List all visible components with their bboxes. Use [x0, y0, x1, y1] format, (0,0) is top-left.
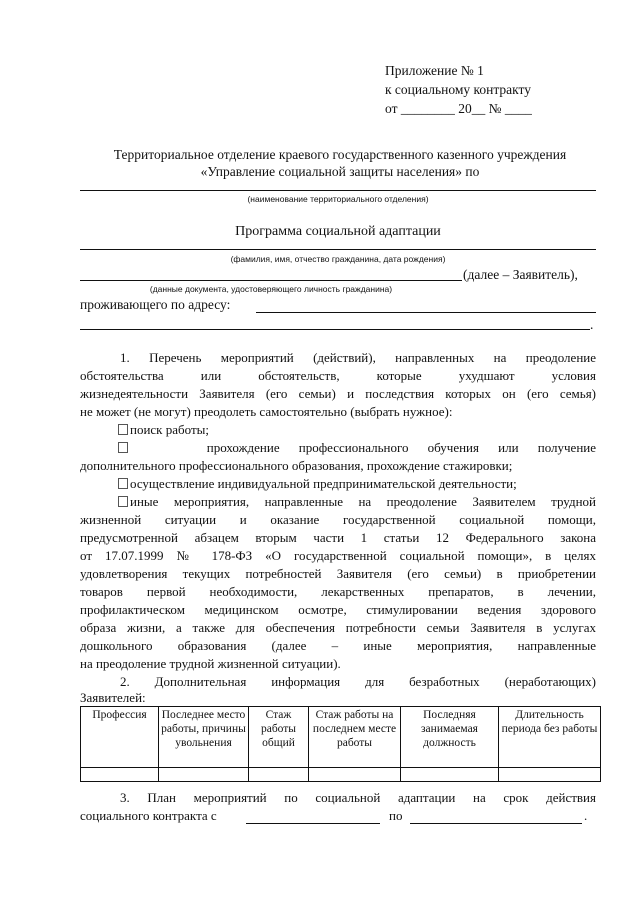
table-cell[interactable]: [309, 768, 401, 782]
section2-line-1: 2. Дополнительная информация для безработных (неработающих): [120, 674, 596, 689]
option-label: осуществление индивидуальной предпринимательской деятельности;: [130, 476, 517, 491]
section1-intro-4: не может (не могут) преодолеть самостоятельно (выбрать нужное):: [80, 404, 453, 419]
section1-intro-3: жизнедеятельности Заявителя (его семьи) и последствия которых он (его семья): [80, 386, 596, 401]
table-cell[interactable]: [159, 768, 249, 782]
checkbox-icon[interactable]: [118, 496, 128, 507]
other-text-4: удовлетворения текущих потребностей Заявителя (его семьи) в приобретении: [80, 566, 596, 581]
applicant-doc-caption: (данные документа, удостоверяющего личность гражданина): [149, 284, 393, 294]
address-end-dot: .: [590, 317, 594, 332]
option-training-cont: дополнительного профессионального образования, прохождение стажировки;: [80, 458, 513, 473]
other-text-5: товаров первой необходимости, лекарственных препаратов, в лечении,: [80, 584, 596, 599]
column-header: Последнее место работы, причины увольнения: [159, 707, 249, 768]
table-cell[interactable]: [401, 768, 499, 782]
appendix-line-2: к социальному контракту: [385, 82, 532, 97]
other-text-3: от 17.07.1999 № 178-ФЗ «О государственной социальной помощи», в целях: [80, 548, 596, 563]
address-line-2: [80, 329, 590, 330]
section3-from-label: социального контракта с: [80, 808, 217, 823]
unemployed-info-table: [80, 706, 601, 782]
document-title: Программа социальной адаптации: [235, 224, 441, 239]
contract-end-line[interactable]: [410, 823, 582, 824]
table-header-row: [81, 707, 601, 768]
option-label: иные мероприятия, направленные на преодоление Заявителем трудной: [130, 494, 596, 509]
applicant-name-caption: (фамилия, имя, отчество гражданина, дата рождения): [230, 254, 446, 264]
option-other[interactable]: [118, 494, 596, 510]
column-header: Последняя занимаемая должность: [401, 707, 499, 768]
contract-start-line[interactable]: [246, 823, 380, 824]
option-job-search[interactable]: [118, 422, 209, 438]
section3-to-label: по: [389, 808, 403, 823]
table-cell[interactable]: [499, 768, 601, 782]
section1-intro-1: 1. Перечень мероприятий (действий), направленных на преодоление: [120, 350, 596, 365]
checkbox-icon[interactable]: [118, 424, 128, 435]
appendix-line-3: от ________ 20__ № ____: [385, 101, 532, 116]
address-line-1: [256, 312, 596, 313]
section3-end-dot: .: [584, 808, 588, 823]
applicant-doc-line: [80, 280, 462, 281]
table-row: [81, 768, 601, 782]
other-text-6: профилактическом медицинском осмотре, стимулировании ведения здорового: [80, 602, 596, 617]
column-header: Стаж работы на последнем месте работы: [309, 707, 401, 768]
address-label: проживающего по адресу:: [80, 297, 231, 312]
section1-intro-2: обстоятельства или обстоятельств, которые ухудшают условия: [80, 368, 596, 383]
department-caption: (наименование территориального отделения): [247, 194, 429, 204]
section3-line-1: 3. План мероприятий по социальной адаптации на срок действия: [120, 790, 596, 805]
header-line-2: «Управление социальной защиты населения» по: [200, 164, 480, 179]
other-text-8: дошкольного образования (далее – иные мероприятия, направленные: [80, 638, 596, 653]
department-name-line: [80, 190, 596, 191]
checkbox-icon[interactable]: [118, 478, 128, 489]
column-header: Стаж работы общий: [249, 707, 309, 768]
option-entrepreneurship[interactable]: [118, 476, 517, 492]
other-text-2: предусмотренной абзацем вторым части 1 статьи 12 Федерального закона: [80, 530, 596, 545]
table-cell[interactable]: [249, 768, 309, 782]
checkbox-icon[interactable]: [118, 442, 128, 453]
option-training[interactable]: [118, 440, 596, 456]
other-text-9: на преодоление трудной жизненной ситуации).: [80, 656, 341, 671]
applicant-suffix: (далее – Заявитель),: [463, 267, 578, 282]
header-line-1: Территориальное отделение краевого государственного казенного учреждения: [113, 147, 567, 162]
option-label: прохождение профессионального обучения или получение: [206, 440, 597, 455]
appendix-line-1: Приложение № 1: [385, 63, 484, 78]
column-header: Профессия: [81, 707, 159, 768]
other-text-7: образа жизни, а также для обеспечения потребности семьи Заявителя в услугах: [80, 620, 596, 635]
applicant-name-line: [80, 249, 596, 250]
section2-line-2: Заявителей:: [80, 690, 146, 705]
other-text-1: жизненной ситуации и оказание государственной социальной помощи,: [80, 512, 596, 527]
column-header: Длительность периода без работы: [499, 707, 601, 768]
table-cell[interactable]: [81, 768, 159, 782]
option-label: поиск работы;: [130, 422, 209, 437]
